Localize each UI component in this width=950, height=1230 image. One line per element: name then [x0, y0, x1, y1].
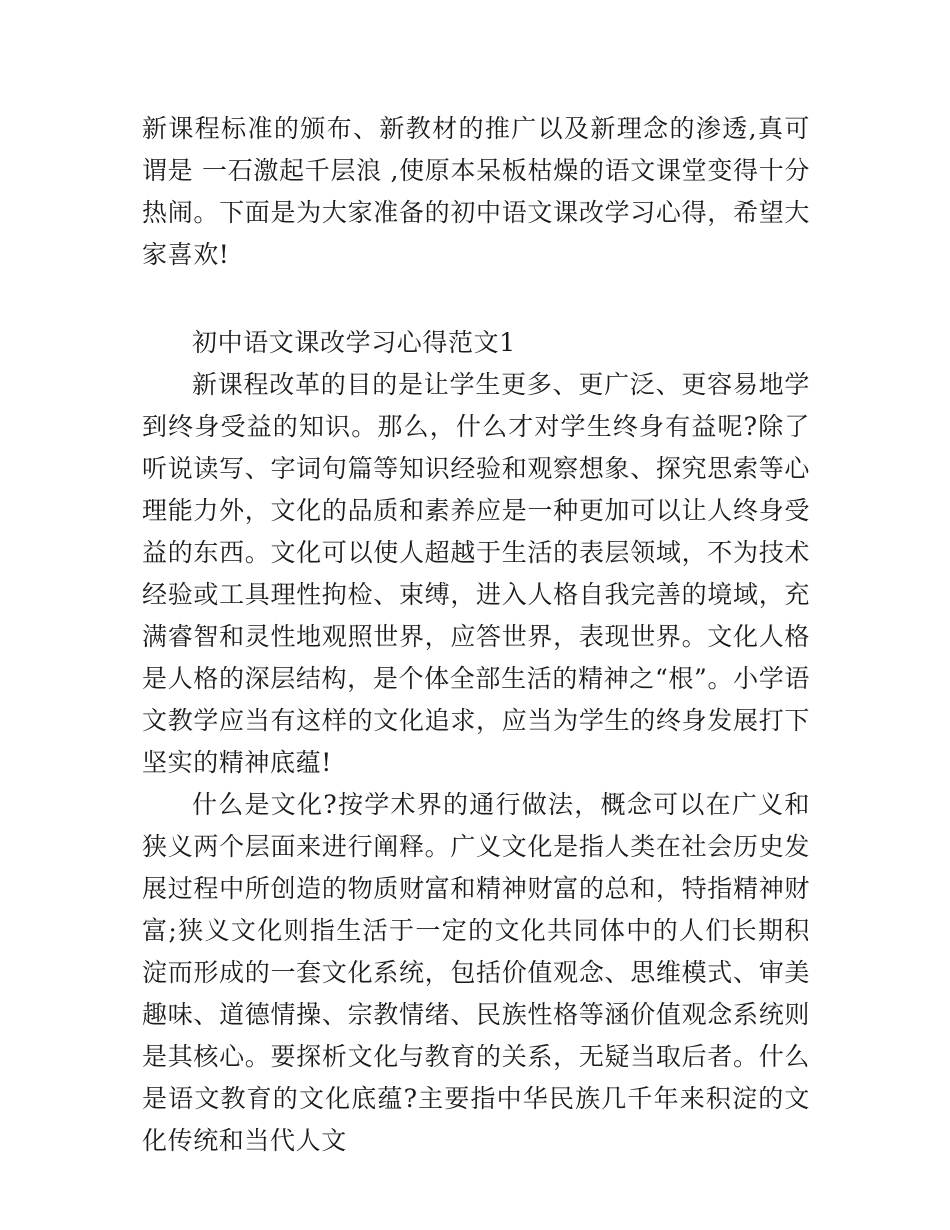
body-paragraph-2: 什么是文化?按学术界的通行做法，概念可以在广义和狭义两个层面来进行阐释。广义文化是指人类在社会历史发展过程中所创造的物质财富和精神财富的总和，特指精神财富;狭义文化则指生活于一定的文化共同体中的人们长期积淀而形成的一套文化系统，包括价值观念、思维模式、审美趣味、道德情操、宗教情绪、民族性格等涵价值观念系统则是其核心。要探析文化与教育的关系，无疑当取后者。什么是语文教育的文化底蕴?主要指中华民族几千年来积淀的文化传统和当代人文	[142, 790, 810, 1155]
body-paragraph-1: 新课程改革的目的是让学生更多、更广泛、更容易地学到终身受益的知识。那么，什么才对学生终身有益呢?除了听说读写、字词句篇等知识经验和观察想象、探究思索等心理能力外，文化的品质和素养应是一种更加可以让人终身受益的东西。文化可以使人超越于生活的表层领域，不为技术经验或工具理性拘检、束缚，进入人格自我完善的境域，充满睿智和灵性地观照世界，应答世界，表现世界。文化人格是人格的深层结构，是个体全部生活的精神之“根”。小学语文教学应当有这样的文化追求，应当为学生的终身发展打下坚实的精神底蕴!	[142, 370, 810, 777]
section-title: 初中语文课改学习心得范文1	[192, 328, 516, 357]
intro-paragraph: 新课程标准的颁布、新教材的推广以及新理念的渗透,真可谓是 一石激起千层浪 ,使原本呆板枯燥的语文课堂变得十分热闹。下面是为大家准备的初中语文课改学习心得，希望大家喜欢!	[142, 114, 810, 269]
document-body	[142, 108, 810, 1162]
paragraph-gap	[142, 276, 810, 322]
